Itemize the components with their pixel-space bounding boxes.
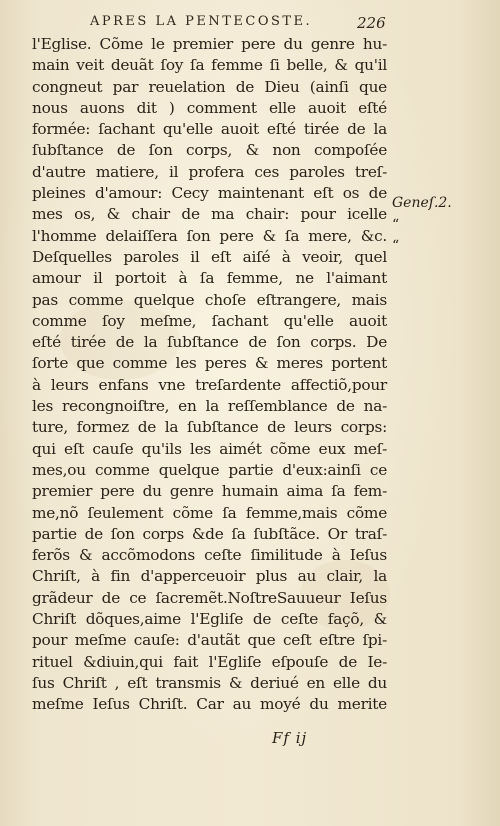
text-line: mes,ou comme quelque partie d'eux:ainſi ce — [32, 460, 387, 479]
text-line: à leurs enfans vne treſardente affectiõ,pour — [32, 375, 387, 394]
margin-quote-mark: “ — [392, 238, 400, 254]
text-line: pleines d'amour: Cecy maintenant eſt os de — [32, 184, 387, 203]
text-line: qui eſt cauſe qu'ils les aimét cõme eux meſ- — [32, 439, 387, 458]
text-line: ſorte que comme les peres & meres portent — [32, 354, 387, 373]
margin-reference: Geneſ.2. — [392, 195, 452, 211]
text-line: main veit deuãt ſoy ſa femme ſi belle, & qu'il — [32, 56, 387, 75]
text-line: Chriſt dõques,aime l'Egliſe de ceſte façõ, & — [32, 610, 387, 629]
running-head: APRES LA PENTECOSTE. — [90, 14, 313, 29]
margin-quote-mark: “ — [392, 217, 400, 233]
text-line: ferõs & accõmodons ceſte ſimilitude à Ieſus — [32, 546, 387, 565]
text-line: eſté tirée de la ſubſtance de ſon corps. De — [32, 333, 387, 352]
signature-mark: Ff ij — [272, 729, 308, 747]
page-number: 226 — [357, 14, 386, 32]
text-line: d'autre matiere, il profera ces paroles treſ- — [32, 162, 387, 181]
text-line: meſme Ieſus Chriſt. Car au moyé du merite — [32, 695, 387, 714]
text-line: rituel &diuin,qui fait l'Egliſe eſpouſe de Ie- — [32, 652, 387, 671]
body-text — [32, 34, 387, 716]
text-line: ture, formez de la ſubſtance de leurs corps: — [32, 418, 387, 437]
page-header — [0, 6, 500, 34]
text-line: congneut par reuelation de Dieu (ainſi que — [32, 77, 387, 96]
text-line: nous auons dit ) comment elle auoit eſté — [32, 98, 387, 117]
text-line: Chriſt, à fin d'apperceuoir plus au clair, la — [32, 567, 387, 586]
text-line: me,nõ ſeulement cõme ſa femme,mais cõme — [32, 503, 387, 522]
text-line: partie de ſon corps &de ſa ſubſtãce. Or traſ- — [32, 524, 387, 543]
text-line: pour meſme cauſe: d'autãt que ceſt eſtre ſpi- — [32, 631, 387, 650]
text-line: comme ſoy meſme, ſachant qu'elle auoit — [32, 311, 387, 330]
text-line: formée: ſachant qu'elle auoit eſté tirée de la — [32, 120, 387, 139]
text-line: ſubſtance de ſon corps, & non compoſée — [32, 141, 387, 160]
text-line: l'Eglise. Cõme le premier pere du genre hu- — [32, 35, 387, 53]
text-line: grãdeur de ce ſacremẽt.NoſtreSauueur Ieſus — [32, 588, 387, 607]
text-line: Deſquelles paroles il eſt aiſé à veoir, quel — [32, 247, 387, 266]
text-line: ſus Chriſt , eſt transmis & deriué en elle du — [32, 673, 387, 692]
text-line: l'homme delaiſſera ſon pere & ſa mere, &c. — [32, 226, 387, 245]
text-line: mes os, & chair de ma chair: pour icelle — [32, 205, 387, 224]
text-line: pas comme quelque choſe eſtrangere, mais — [32, 290, 387, 309]
text-line: premier pere du genre humain aima ſa fem- — [32, 482, 387, 501]
text-line: les recongnoiſtre, en la reſſemblance de na- — [32, 397, 387, 416]
text-line: amour il portoit à ſa femme, ne l'aimant — [32, 269, 387, 288]
